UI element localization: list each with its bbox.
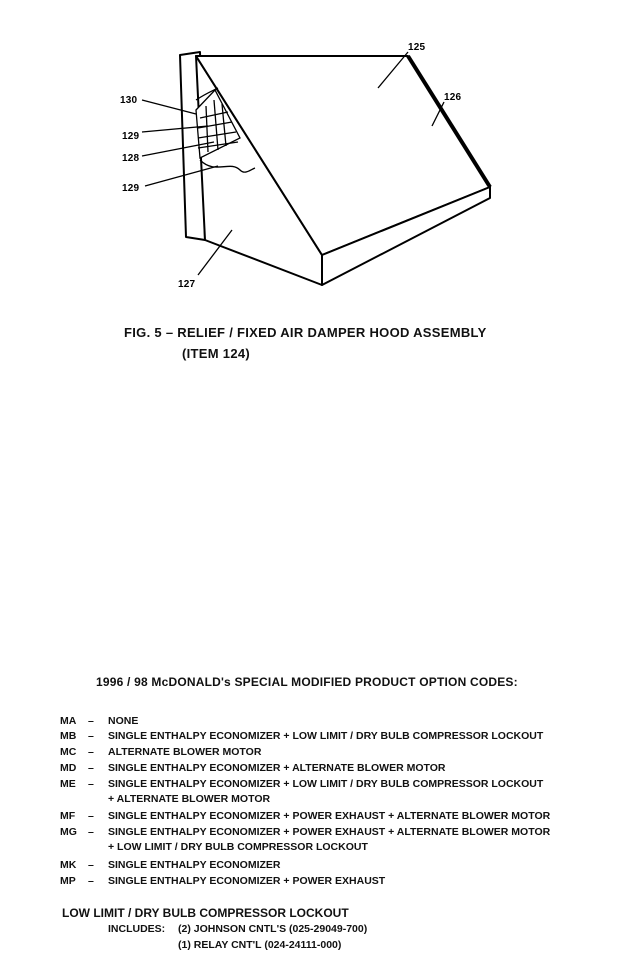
option-dash: – bbox=[88, 778, 94, 790]
option-desc: SINGLE ENTHALPY ECONOMIZER + LOW LIMIT / DRY BULB COMPRESSOR LOCKOUT bbox=[108, 730, 544, 742]
option-dash: – bbox=[88, 730, 94, 742]
option-row-mp bbox=[60, 874, 385, 888]
option-code: MK bbox=[60, 859, 77, 871]
option-row-mg-continuation: + LOW LIMIT / DRY BULB COMPRESSOR LOCKOUT bbox=[108, 841, 368, 853]
lockout-item-2: (1) RELAY CNT'L (024-24111-000) bbox=[178, 939, 342, 951]
callout-126: 126 bbox=[444, 92, 462, 103]
option-code: ME bbox=[60, 778, 76, 790]
option-row-ma bbox=[60, 714, 138, 728]
figure-caption-line1: FIG. 5 – RELIEF / FIXED AIR DAMPER HOOD ASSEMBLY bbox=[124, 325, 487, 340]
option-dash: – bbox=[88, 875, 94, 887]
option-desc: SINGLE ENTHALPY ECONOMIZER + POWER EXHAUST bbox=[108, 875, 386, 887]
callout-128: 128 bbox=[122, 153, 140, 164]
option-desc: NONE bbox=[108, 715, 139, 727]
lockout-includes-label: INCLUDES: bbox=[108, 923, 166, 935]
damper-hood-figure bbox=[0, 0, 640, 300]
option-desc: SINGLE ENTHALPY ECONOMIZER + LOW LIMIT / DRY BULB COMPRESSOR LOCKOUT bbox=[108, 778, 544, 790]
option-dash: – bbox=[88, 810, 94, 822]
callout-127: 127 bbox=[178, 279, 196, 290]
option-code: MG bbox=[60, 826, 77, 838]
option-code: MF bbox=[60, 810, 76, 822]
option-row-mb bbox=[60, 729, 543, 743]
lockout-item-1: (2) JOHNSON CNTL'S (025-29049-700) bbox=[178, 923, 368, 935]
option-code: MB bbox=[60, 730, 77, 742]
option-desc: SINGLE ENTHALPY ECONOMIZER + POWER EXHAUST + ALTERNATE BLOWER MOTOR bbox=[108, 810, 551, 822]
option-code: MC bbox=[60, 746, 77, 758]
option-dash: – bbox=[88, 715, 94, 727]
callout-129-lower: 129 bbox=[122, 183, 140, 194]
option-row-mg bbox=[60, 825, 550, 839]
option-code: MA bbox=[60, 715, 77, 727]
option-dash: – bbox=[88, 746, 94, 758]
option-dash: – bbox=[88, 762, 94, 774]
option-code: MP bbox=[60, 875, 76, 887]
option-row-mf bbox=[60, 809, 550, 823]
option-desc: SINGLE ENTHALPY ECONOMIZER + ALTERNATE BLOWER MOTOR bbox=[108, 762, 446, 774]
lockout-heading: LOW LIMIT / DRY BULB COMPRESSOR LOCKOUT bbox=[62, 906, 349, 920]
option-row-me-continuation: + ALTERNATE BLOWER MOTOR bbox=[108, 793, 271, 805]
option-desc: SINGLE ENTHALPY ECONOMIZER + POWER EXHAUST + ALTERNATE BLOWER MOTOR bbox=[108, 826, 551, 838]
callout-125: 125 bbox=[408, 42, 426, 53]
option-dash: – bbox=[88, 859, 94, 871]
option-desc: ALTERNATE BLOWER MOTOR bbox=[108, 746, 262, 758]
option-row-md bbox=[60, 761, 445, 775]
option-row-mc bbox=[60, 745, 261, 759]
option-codes-title: 1996 / 98 McDONALD's SPECIAL MODIFIED PRODUCT OPTION CODES: bbox=[96, 675, 518, 689]
option-row-me bbox=[60, 777, 543, 791]
option-row-mk bbox=[60, 858, 281, 872]
callout-129-upper: 129 bbox=[122, 131, 140, 142]
option-desc: SINGLE ENTHALPY ECONOMIZER bbox=[108, 859, 281, 871]
option-code: MD bbox=[60, 762, 77, 774]
callout-130: 130 bbox=[120, 95, 138, 106]
option-dash: – bbox=[88, 826, 94, 838]
figure-caption-line2: (ITEM 124) bbox=[182, 346, 251, 361]
